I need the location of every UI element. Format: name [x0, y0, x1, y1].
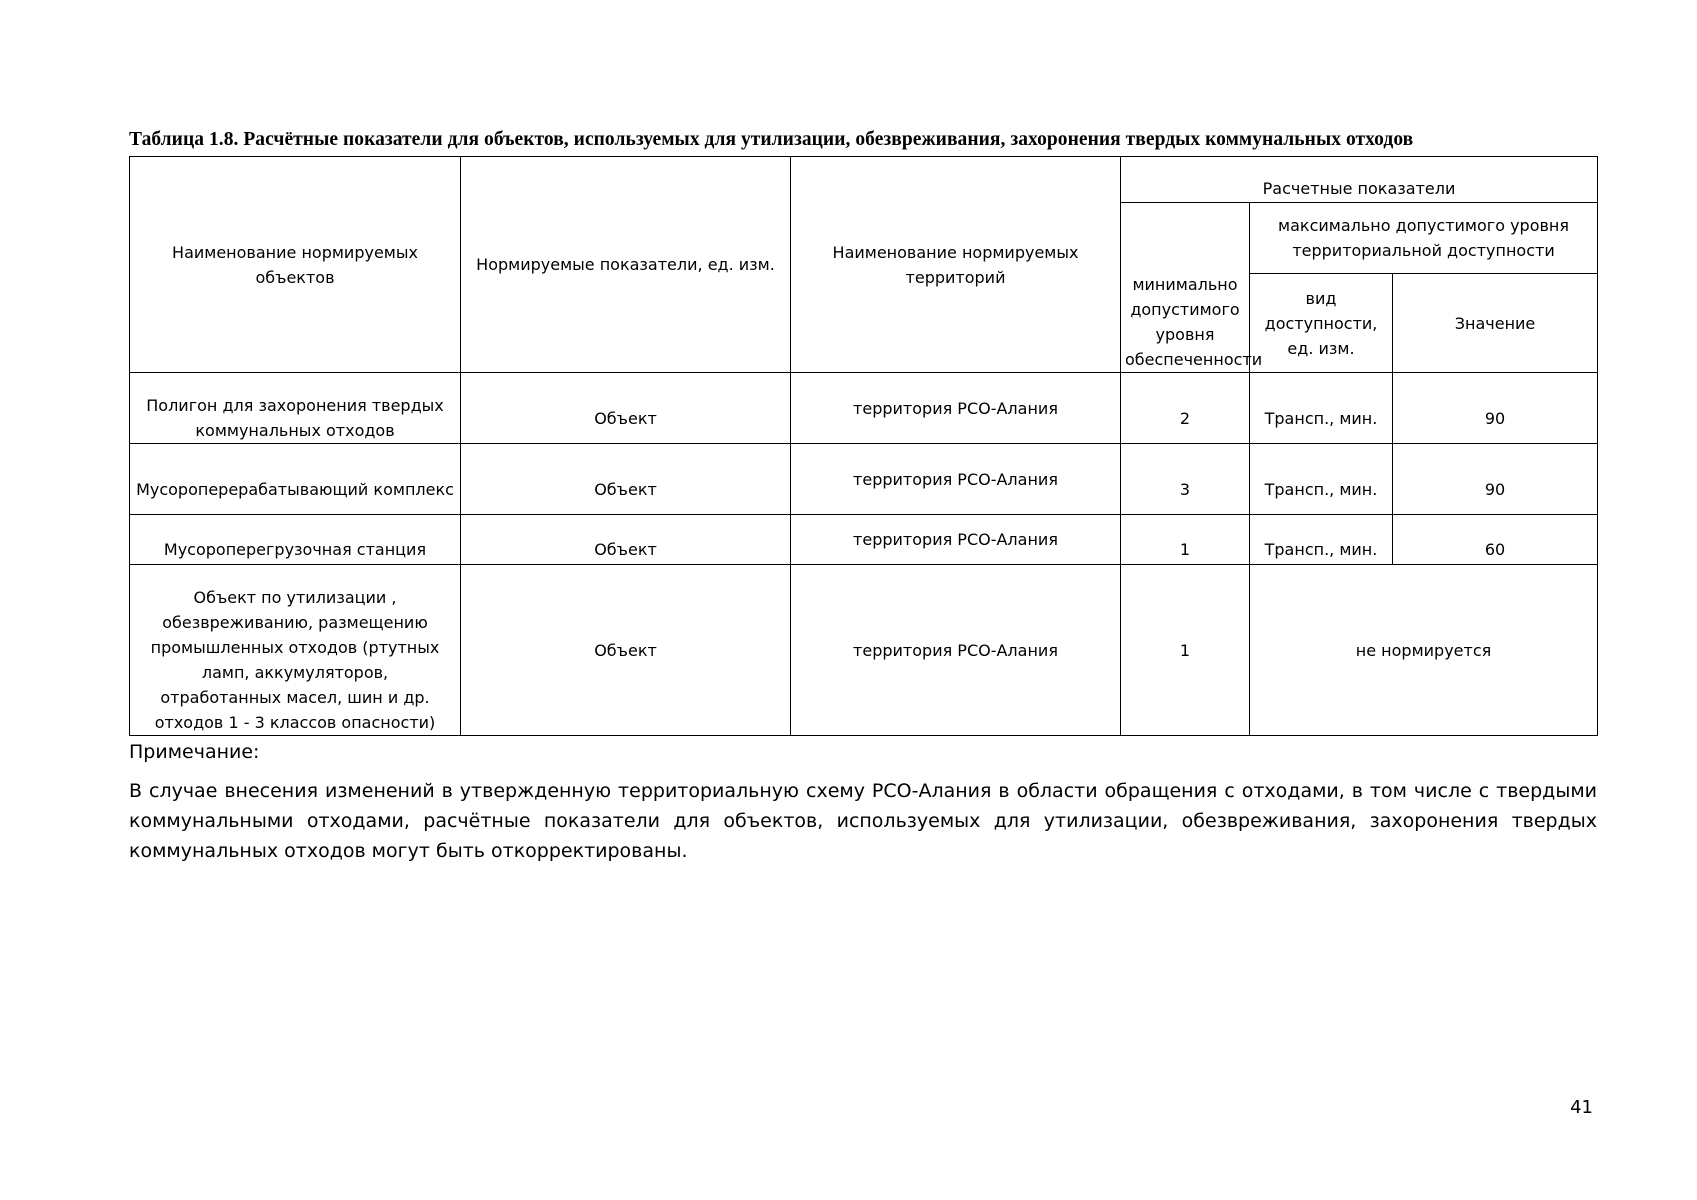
- note-label: Примечание:: [129, 741, 260, 763]
- cell-territory: территория РСО-Алания: [791, 373, 1121, 444]
- cell-min: 1: [1121, 565, 1250, 736]
- cell-object: Мусороперегрузочная станция: [130, 515, 461, 565]
- cell-territory: территория РСО-Алания: [791, 515, 1121, 565]
- header-row: [130, 157, 1598, 203]
- table-row: [130, 565, 1598, 736]
- norms-table: [129, 156, 1598, 736]
- table-caption: Таблица 1.8. Расчётные показатели для объектов, используемых для утилизации, обезвреживания, захоронения твердых коммунальных отходов: [129, 129, 1414, 150]
- header-indicators: Нормируемые показатели, ед. изм.: [461, 157, 791, 373]
- cell-indicator: Объект: [461, 373, 791, 444]
- cell-value: 90: [1393, 444, 1598, 515]
- page-number: 41: [1570, 1097, 1593, 1118]
- table-row: [130, 515, 1598, 565]
- header-max-level: максимально допустимого уровня территориальной доступности: [1250, 203, 1598, 274]
- header-object-name: Наименование нормируемых объектов: [130, 157, 461, 373]
- header-value: Значение: [1393, 274, 1598, 373]
- header-min-level: минимально допустимого уровня обеспеченности: [1121, 203, 1250, 373]
- cell-indicator: Объект: [461, 444, 791, 515]
- cell-min: 2: [1121, 373, 1250, 444]
- header-calculated: Расчетные показатели: [1121, 157, 1598, 203]
- cell-territory: территория РСО-Алания: [791, 565, 1121, 736]
- cell-value: 90: [1393, 373, 1598, 444]
- cell-object: Мусороперерабатывающий комплекс: [130, 444, 461, 515]
- cell-value: 60: [1393, 515, 1598, 565]
- table-row: [130, 373, 1598, 444]
- cell-access: Трансп., мин.: [1250, 444, 1393, 515]
- cell-min: 3: [1121, 444, 1250, 515]
- cell-indicator: Объект: [461, 515, 791, 565]
- cell-indicator: Объект: [461, 565, 791, 736]
- header-territory-name: Наименование нормируемых территорий: [791, 157, 1121, 373]
- cell-access: Трансп., мин.: [1250, 373, 1393, 444]
- cell-territory: территория РСО-Алания: [791, 444, 1121, 515]
- cell-object: Полигон для захоронения твердых коммунальных отходов: [130, 373, 461, 444]
- header-access-type: вид доступности, ед. изм.: [1250, 274, 1393, 373]
- cell-object: Объект по утилизации , обезвреживанию, размещению промышленных отходов (ртутных ламп, аккумуляторов, отработанных масел, шин и др. отходов 1 - 3 классов опасности): [130, 565, 461, 736]
- cell-min: 1: [1121, 515, 1250, 565]
- cell-access: Трансп., мин.: [1250, 515, 1393, 565]
- note-text: В случае внесения изменений в утвержденную территориальную схему РСО-Алания в области обращения с отходами, в том числе с твердыми коммунальными отходами, расчётные показатели для объектов, используемых для утилизации, обезвреживания, захоронения твердых коммунальных отходов могут быть откорректированы.: [129, 780, 1597, 862]
- cell-not-normalized: не нормируется: [1250, 565, 1598, 736]
- table-row: [130, 444, 1598, 515]
